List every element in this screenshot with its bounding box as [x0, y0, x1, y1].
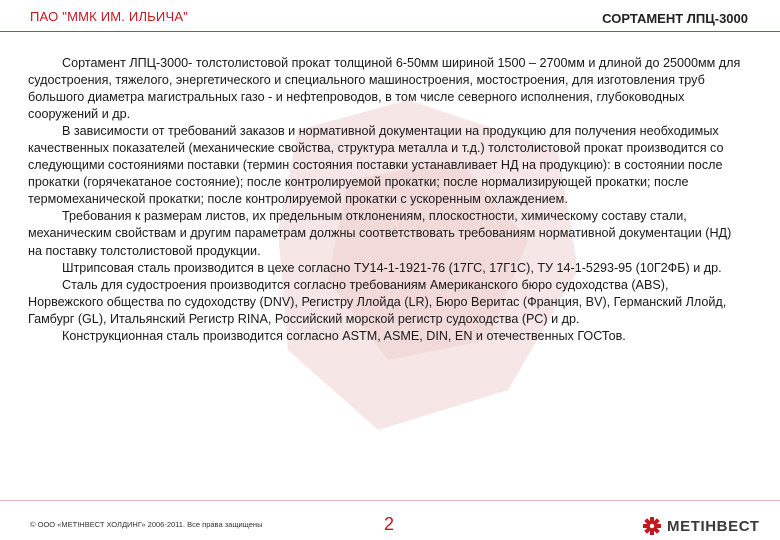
metinvest-star-icon — [642, 516, 662, 536]
paragraph-structural-steel: Конструкционная сталь производится согласно ASTM, ASME, DIN, EN и отечественных ГОСТов. — [62, 328, 626, 343]
paragraph-assortment: Сортамент ЛПЦ-3000- толстолистовой прокат толщиной 6-50мм шириной 1500 – 2700мм и длиной до 25000мм для судостроения, тяжелого, энергетического и специального машиностроения, мостостроения, для изготовления труб большого диаметра магистральных газо - и нефтепроводов, в том числе северного исполнения, глубоководных сооружений и др. — [28, 56, 741, 122]
paragraph-delivery-states: В зависимости от требований заказов и нормативной документации на продукцию для получения необходимых качественных показателей (механические свойства, структура металла и т.д.) толстолистовой прокат производится со следующими состояниями поставки (термин состояния поставки устанавливает НД на продукцию): в состоянии после прокатки (горячекатаное состояние); после контролируемой прокатки; после нормализирующей прокатки; после термомеханической прокатки; после контролируемой прокатки с ускоренным охлаждением. — [28, 124, 724, 207]
footer-logo — [642, 515, 760, 537]
header-company-name: ПАО "ММК ИМ. ИЛЬИЧА" — [30, 9, 189, 24]
footer-divider — [0, 500, 780, 501]
footer-copyright: © ООО «МЕТІНВЕСТ ХОЛДИНГ» 2006-2011. Все права защищены — [30, 520, 263, 529]
body-text — [28, 55, 746, 345]
paragraph-requirements: Требования к размерам листов, их предельным отклонениям, плоскостности, химическому составу стали, механическим свойствам и другим параметрам должны соответствовать требованиям нормативной документации (НД) на поставку толстолистовой продукции. — [28, 209, 732, 258]
paragraph-shipbuilding-steel: Сталь для судостроения производится согласно требованиям Американского бюро судоходства (ABS), Норвежского общества по судоходству (DNV), Регистру Ллойда (LR), Бюро Веритас (Франция, BV), Германский Ллойд, Гамбург (GL), Итальянский Регистр RINA, Российский морской регистр судоходства (РС) и др. — [28, 277, 727, 326]
header-divider — [0, 31, 780, 32]
logo-text: МЕТІНВЕСТ — [667, 517, 760, 535]
header-slide-title: СОРТАМЕНТ ЛПЦ-3000 — [602, 11, 748, 26]
page-number: 2 — [384, 514, 395, 534]
paragraph-strip-steel: Штрипсовая сталь производится в цехе согласно ТУ14-1-1921-76 (17ГС, 17Г1С), ТУ 14-1-5293-95 (10Г2ФБ) и др. — [62, 260, 722, 275]
